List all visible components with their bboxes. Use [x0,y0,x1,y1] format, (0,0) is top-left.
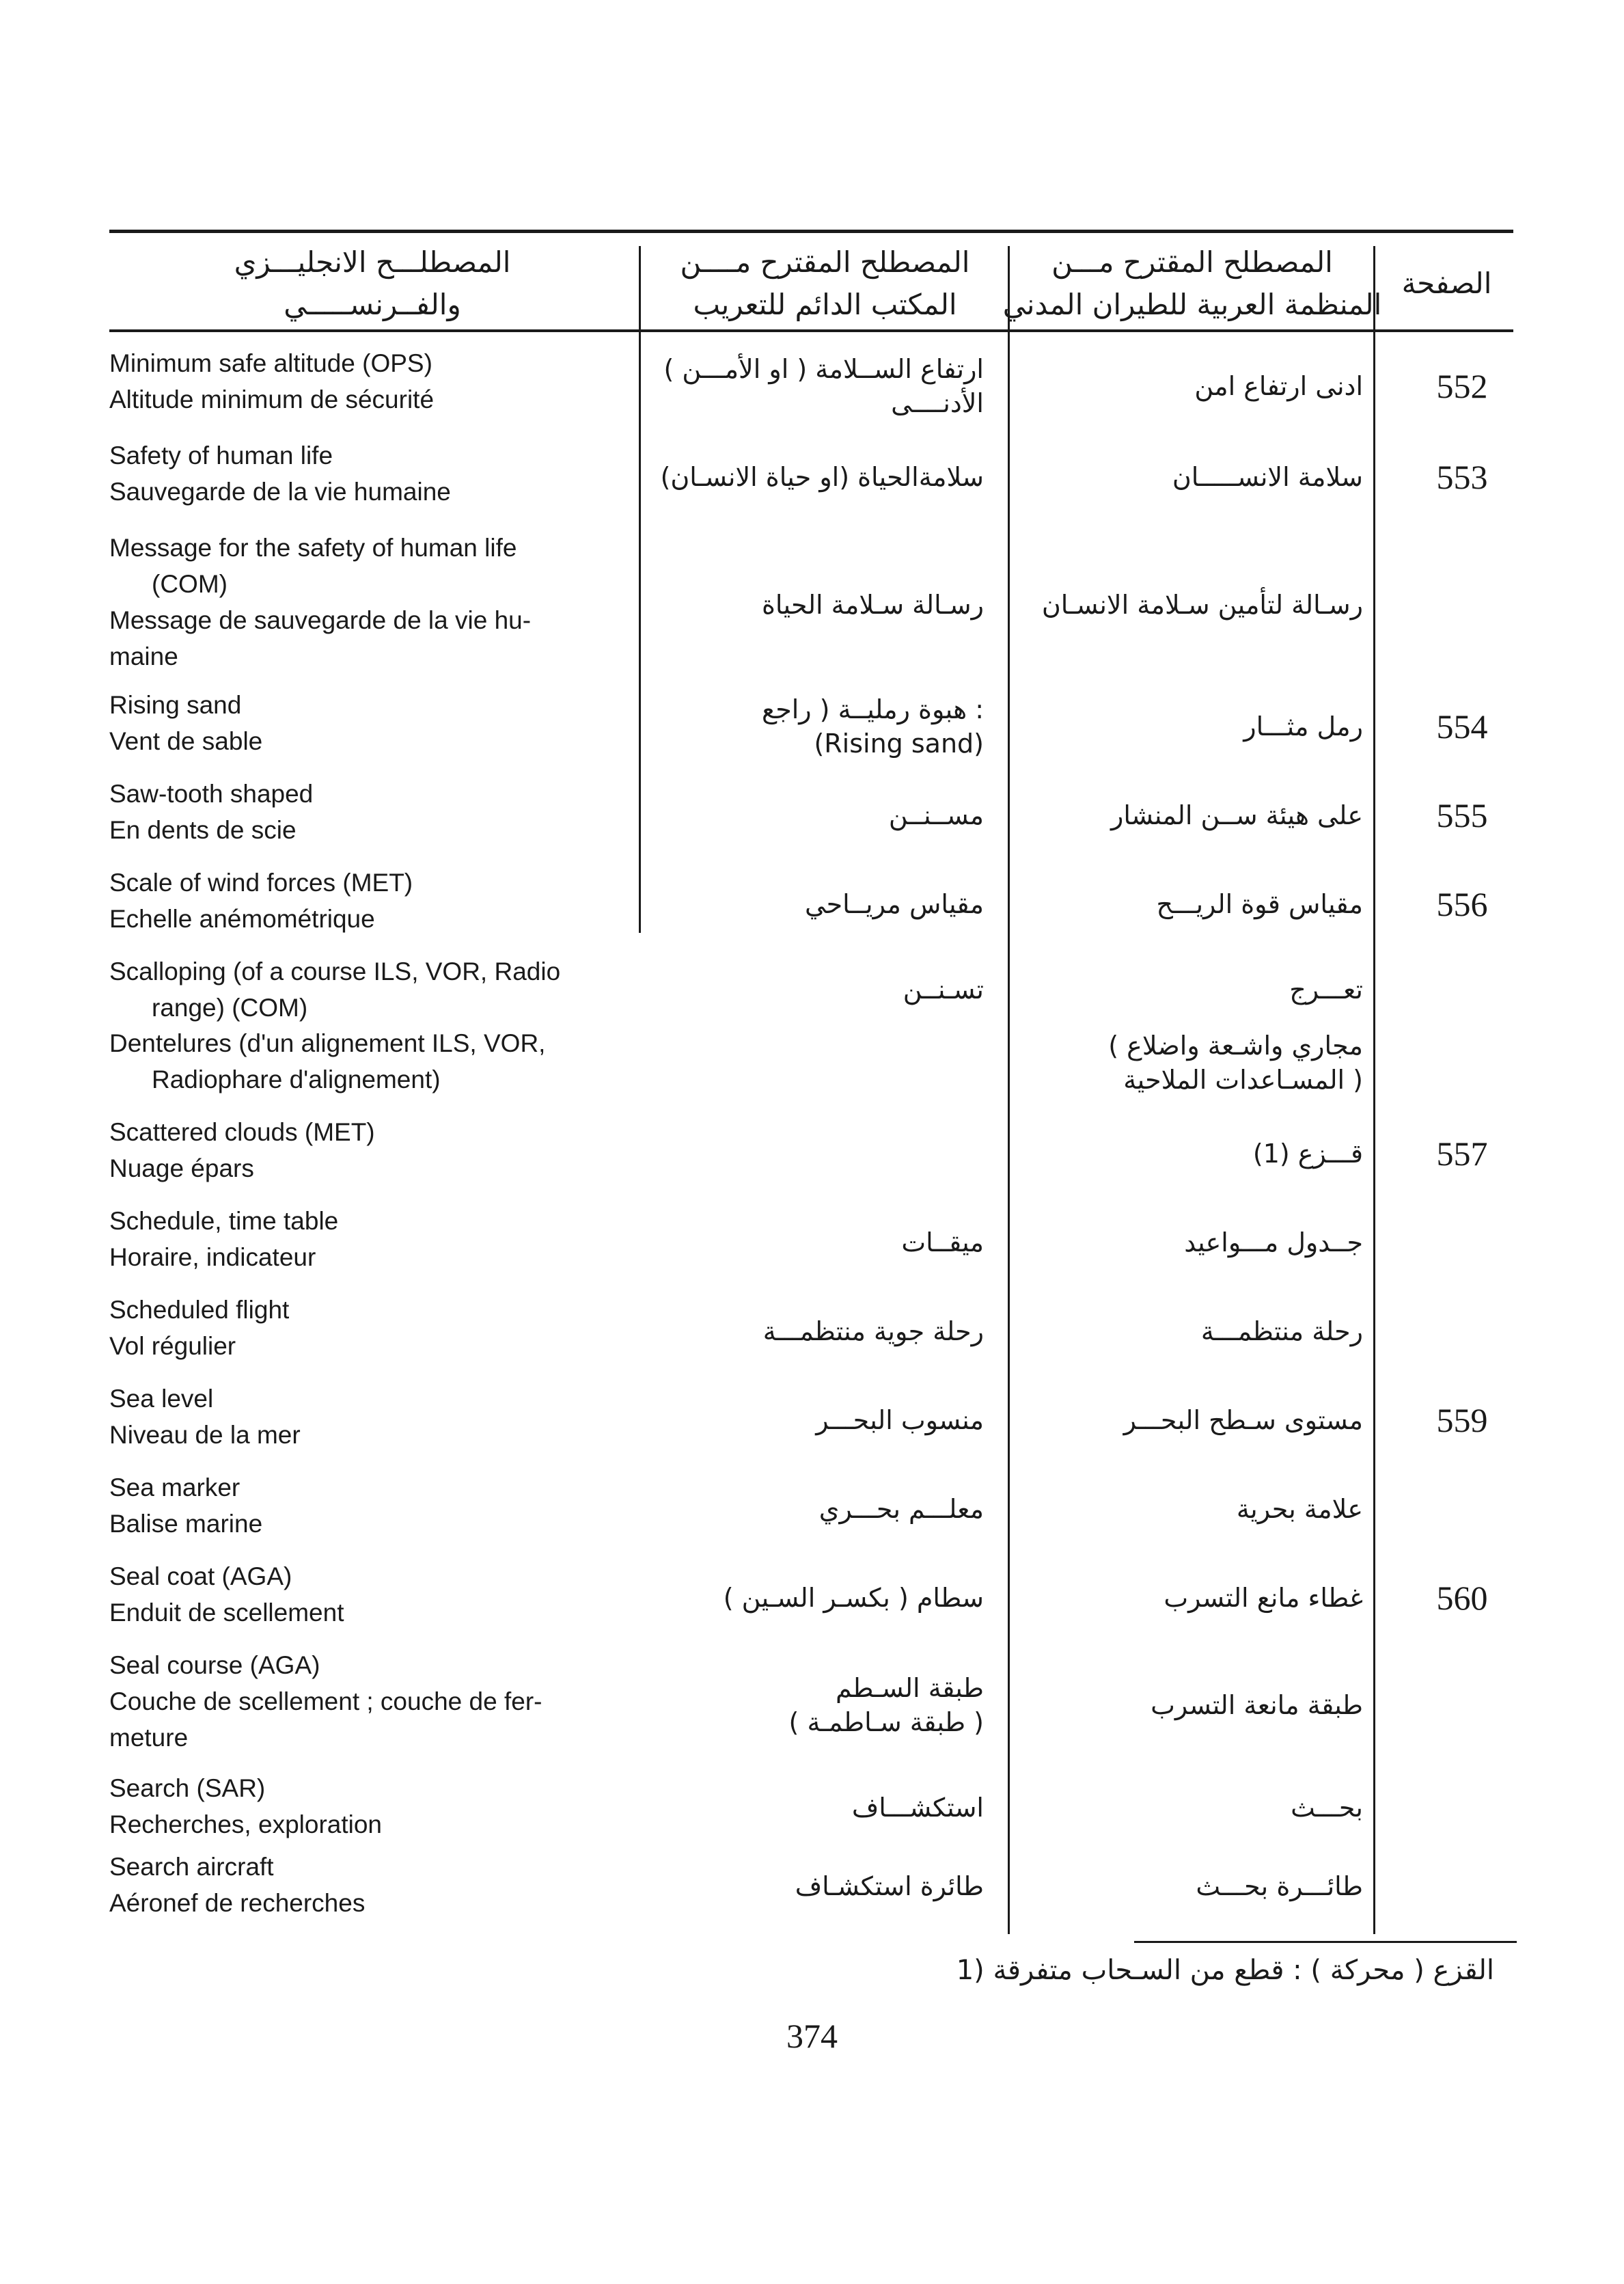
term-bureau-arabic [635,1647,984,1763]
term-line: معلـــم بحـــري [818,1493,984,1524]
term-line: Vent de sable [109,727,263,755]
term-acao-arabic [1008,345,1363,427]
term-line: مقياس قوة الريـــح [1156,888,1363,919]
term-bureau-arabic [635,1292,984,1370]
term-acao-arabic [1008,1558,1363,1637]
term-line: تعـــرج [1289,974,1363,1005]
term-line: Schedule, time table [109,1207,339,1235]
term-line: طائرة استكشـاف [795,1871,984,1901]
term-line: Vol régulier [109,1332,236,1360]
term-acao-arabic [1008,687,1363,765]
table-top-rule [109,230,1513,233]
term-line: maine [109,642,178,670]
term-line: جــدول مـــواعيد [1184,1227,1363,1257]
term-english-french [109,1292,629,1364]
header-english-french: المصطلـــح الانجليـــزي والفــرنســـــي [234,245,511,321]
term-acao-arabic [1008,1849,1363,1924]
term-page-ref [1380,1025,1544,1100]
term-line: Sea marker [109,1473,240,1501]
table-row [0,345,1624,427]
term-bureau-arabic [635,1558,984,1637]
term-line: سلامةالحياة (او حياة الانسـان) [660,461,984,492]
table-row [0,530,1624,680]
term-line: En dents de scie [109,816,297,844]
term-english-french [109,1469,629,1542]
term-line: Sauvegarde de la vie humaine [109,478,451,506]
term-line: بحـــث [1291,1793,1363,1823]
term-acao-arabic [1008,1203,1363,1281]
term-english-french [109,1025,629,1098]
term-bureau-arabic [635,345,984,427]
table-row [0,1292,1624,1370]
term-page-ref [1380,1770,1544,1845]
term-line: Minimum safe altitude (OPS) [109,349,432,377]
term-page-ref [1380,530,1544,680]
term-acao-arabic [1008,865,1363,943]
term-line: Dentelures (d'un alignement ILS, VOR, [109,1029,546,1057]
term-line: Niveau de la mer [109,1421,301,1449]
term-acao-arabic [1008,437,1363,516]
term-english-french [109,437,629,510]
term-page-ref: 554 [1436,707,1488,746]
table-row [0,1770,1624,1845]
term-english-french [109,1849,629,1921]
term-page-ref: 556 [1436,884,1488,923]
term-bureau-arabic [635,530,984,680]
term-english-french [109,953,629,1026]
term-bureau-arabic [635,437,984,516]
term-line: Seal course (AGA) [109,1651,320,1679]
term-bureau-arabic [635,1381,984,1459]
term-acao-arabic [1008,776,1363,854]
term-page-ref [1380,1469,1544,1548]
term-line: Message for the safety of human life [109,534,517,562]
term-line: meture [109,1724,189,1752]
term-english-french [109,776,629,848]
term-bureau-arabic [635,953,984,1025]
term-english-french [109,345,629,418]
header-acao: المصطلح المقترح مـــن المنظمة العربية للطيران المدني [1002,245,1382,321]
term-english-french [109,1203,629,1275]
term-line: range) (COM) [152,994,308,1022]
term-line: Rising sand [109,691,242,719]
term-line: رمل مثـــار [1243,711,1363,742]
term-acao-arabic [1008,1647,1363,1763]
term-page-ref [1380,1647,1544,1763]
term-line: Enduit de scellement [109,1599,344,1627]
header-bureau: المصطلح المقترح مــــن المكتب الدائم للتعريب [680,245,970,321]
term-line: رحلة منتظمـــة [1200,1316,1363,1346]
term-line: مقياس مريــاحي [805,888,984,919]
term-line: Search (SAR) [109,1774,266,1802]
term-english-french [109,530,629,675]
term-line: Horaire, indicateur [109,1243,316,1271]
term-line: تسـنــن [903,974,984,1005]
table-row [0,1114,1624,1193]
term-acao-arabic [1008,530,1363,680]
term-english-french [109,1114,629,1186]
term-line: ميقــات [901,1227,984,1257]
term-line: ( طبقة سـاطمـة ) [788,1707,984,1737]
table-row [0,1025,1624,1100]
term-line: Nuage épars [109,1154,254,1182]
term-line: Saw-tooth shaped [109,780,314,808]
term-page-ref [1380,1292,1544,1370]
term-page-ref [1380,1203,1544,1281]
term-line: سلامة الانســـــان [1172,461,1363,492]
term-line: Aéronef de recherches [109,1889,366,1917]
table-row [0,953,1624,1025]
term-page-ref: 553 [1436,457,1488,496]
term-line: Couche de scellement ; couche de fer- [109,1687,542,1715]
term-line: Recherches, exploration [109,1810,382,1838]
term-line: Radiophare d'alignement) [152,1065,441,1093]
term-english-french [109,1770,629,1843]
term-page-ref: 560 [1436,1578,1488,1617]
term-line: Scattered clouds (MET) [109,1118,375,1146]
term-line: طائـــرة بحـــث [1196,1871,1363,1901]
term-line: Safety of human life [109,441,333,470]
term-bureau-arabic [635,1469,984,1548]
term-english-french [109,1381,629,1453]
header-bottom-rule [109,329,1513,332]
term-page-ref: 557 [1436,1134,1488,1173]
term-line: ادنى ارتفاع امن [1194,371,1363,401]
term-line: استكشـــاف [851,1793,984,1823]
table-row [0,1469,1624,1548]
term-line: Echelle anémométrique [109,905,375,933]
term-line: Message de sauvegarde de la vie hu- [109,606,532,634]
term-line: على هيئة ســن المنشار [1111,800,1363,830]
term-line: رسـالة سـلامة الحياة [761,590,984,620]
term-acao-arabic [1008,1292,1363,1370]
table-row [0,1203,1624,1281]
term-page-ref [1380,1849,1544,1924]
term-line: Sea level [109,1385,214,1413]
term-page-ref: 552 [1436,367,1488,405]
term-line: قـــزع (1) [1252,1138,1363,1169]
table-row [0,776,1624,854]
term-page-ref: 555 [1436,796,1488,834]
table-row [0,437,1624,516]
footnote: 1) القزع ( محركة ) : قطع من السـحاب متفرقة [956,1955,1494,1986]
term-line: Scalloping (of a course ILS, VOR, Radio [109,957,561,985]
term-english-french [109,1647,629,1756]
term-bureau-arabic [635,865,984,943]
term-line: مستوى سـطح البحـــر [1123,1404,1363,1435]
term-acao-arabic [1008,1114,1363,1193]
term-line: Balise marine [109,1510,263,1538]
term-line: منسوب البحـــر [816,1404,984,1435]
term-line: Scale of wind forces (MET) [109,869,413,897]
term-bureau-arabic [635,776,984,854]
term-acao-arabic [1008,1770,1363,1845]
term-line: علامة بحرية [1236,1493,1363,1524]
term-line: المسـاعدات الملاحية ) [1123,1065,1363,1095]
term-line: ( مجاري واشـعة واضلاع [1108,1031,1363,1061]
term-bureau-arabic [635,1849,984,1924]
term-english-french [109,687,629,759]
term-acao-arabic [1008,1469,1363,1548]
term-line: Search aircraft [109,1853,274,1881]
term-page-ref: 559 [1436,1400,1488,1439]
table-row [0,1647,1624,1763]
term-acao-arabic [1008,1025,1363,1100]
term-line: رحلة جوية منتظمـــة [762,1316,984,1346]
term-page-ref [1380,953,1544,1025]
term-line: (COM) [152,570,228,598]
term-line: سطام ( بكسـر السـين ) [723,1582,984,1613]
term-line: رسـالة لتأمين سـلامة الانسـان [1041,590,1363,620]
page-number: 374 [786,2017,838,2055]
term-line: (Rising sand) [814,728,984,759]
term-english-french [109,865,629,937]
term-line: غطاء مانع التسرب [1164,1582,1363,1613]
term-acao-arabic [1008,953,1363,1025]
term-line: هبوة رمليــة ( راجع : [761,694,984,724]
term-english-french [109,1558,629,1631]
term-bureau-arabic [635,1770,984,1845]
header-page: الصفحة [1401,267,1492,300]
term-bureau-arabic [635,1203,984,1281]
term-bureau-arabic [635,687,984,765]
term-line: طبقة مانعة التسرب [1151,1690,1363,1720]
footnote-rule [1134,1941,1517,1943]
term-line: الأدنــــى [891,388,984,418]
term-bureau-arabic [635,1025,984,1100]
table-row [0,1849,1624,1924]
term-line: طبقة السـطم [835,1673,984,1703]
term-bureau-arabic [635,1114,984,1193]
term-line: Scheduled flight [109,1296,290,1324]
term-acao-arabic [1008,1381,1363,1459]
table-row [0,1558,1624,1637]
term-line: مســنــن [888,800,984,830]
table-row [0,687,1624,765]
table-row [0,865,1624,943]
term-line: Altitude minimum de sécurité [109,385,435,413]
term-line: ارتفاع الســلامة ( او الأمـــن ) [663,354,984,384]
table-row [0,1381,1624,1459]
term-line: Seal coat (AGA) [109,1562,292,1590]
